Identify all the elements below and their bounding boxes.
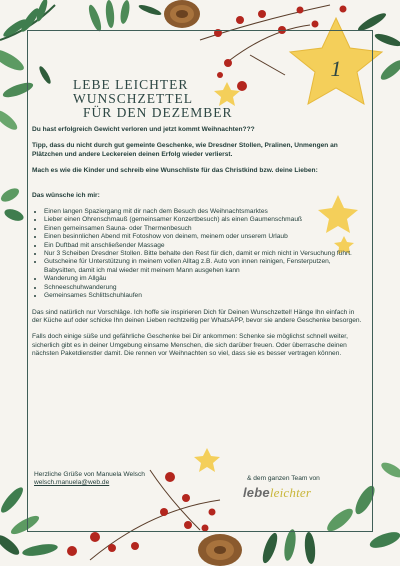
intro-call: Mach es wie die Kinder und schreib eine Wunschliste für das Christkind bzw. deine Lieben:	[32, 167, 318, 175]
list-item: • Einen besinnlichen Abend mit Fotoshow von deinem, meinem oder unserem Urlaub	[44, 233, 364, 241]
title-line-2: WUNSCHZETTEL	[73, 91, 193, 106]
lebe-leichter-logo	[243, 485, 311, 501]
team-line: & dem ganzen Team von	[247, 475, 320, 482]
list-item: • Nur 3 Scheiben Dresdner Stollen. Bitte behalte den Rest für dich, damit er mich nicht in Versuchung führt.	[44, 250, 364, 258]
logo-part-1: lebe	[243, 485, 270, 500]
page-title	[73, 78, 233, 120]
list-item: • Wanderung im Allgäu	[44, 275, 364, 283]
star-number: 1	[330, 56, 342, 81]
closing-paragraph-1: Das sind natürlich nur Vorschläge. Ich hoffe sie inspirieren Dich für Deinen Wunschzettel! Hänge Ihn einfach in der Küche auf oder schicke Ihn deinen Lieben rechtzeitig per WhatsAPP, bevor sie andere Geschenke besorgen.	[32, 308, 362, 324]
list-item: • Schneeschuhwanderung	[44, 284, 364, 292]
star-number-label	[320, 52, 352, 84]
list-item: • Gemeinsames Schlittschuhlaufen	[44, 292, 364, 300]
title-line-1: LEBE LEICHTER	[73, 77, 189, 92]
pinecone-bottom	[198, 534, 242, 566]
pinecone-top	[164, 0, 200, 28]
logo-part-2: leichter	[269, 485, 312, 500]
signature	[34, 471, 145, 488]
title-line-3: FÜR DEN DEZEMBER	[83, 105, 233, 120]
email-link[interactable]: welsch.manuela@web.de	[34, 479, 110, 487]
list-item: • Lieber einen Ohrenschmauß (gemeinsamer Konzertbesuch) als einen Gaumenschmauß	[44, 216, 364, 224]
list-item: • Einen langen Spaziergang mit dir nach dem Besuch des Weihnachtsmarktes	[44, 208, 364, 216]
wishes-heading: Das wünsche ich mir:	[32, 191, 100, 199]
wish-list	[32, 208, 364, 300]
signature-greeting: Herzliche Grüße von Manuela Welsch	[34, 471, 145, 478]
intro-tip: Tipp, dass du nicht durch gut gemeinte Geschenke, wie Dresdner Stollen, Pralinen, Unmengen an Plätzchen und andere Leckereien deinen Erfolg wieder verlierst.	[32, 142, 338, 158]
intro-heading: Du hast erfolgreich Gewicht verloren und jetzt kommt Weihnachten???	[32, 126, 255, 133]
leaves-left	[0, 186, 25, 223]
list-item: • Einen gemeinsamen Sauna- oder Thermenbesuch	[44, 225, 364, 233]
letter-body	[32, 126, 364, 359]
leaves-top	[86, 0, 162, 33]
closing-paragraph-2: Falls doch einige süße und gefährliche Geschenke bei Dir ankommen: Schenke sie möglichst schnell weiter, sicherlich gibt es in deiner Umgebung einsame Menschen, die sich darüber freuen. Oder überrasche deinen nächsten Paketdienstler damit. Die rennen vor Weihnachten so viel, dass sie es besser vertragen können.	[32, 333, 348, 358]
list-item: • Gutscheine für Unterstützung in meinem vollen Alltag z.B. Auto von innen reinigen, Fensterputzen, Babysitten, damit ich mal wieder mit meinem Mann ausgehen kann	[44, 258, 364, 275]
list-item: • Ein Duftbad mit anschließender Massage	[44, 242, 364, 250]
